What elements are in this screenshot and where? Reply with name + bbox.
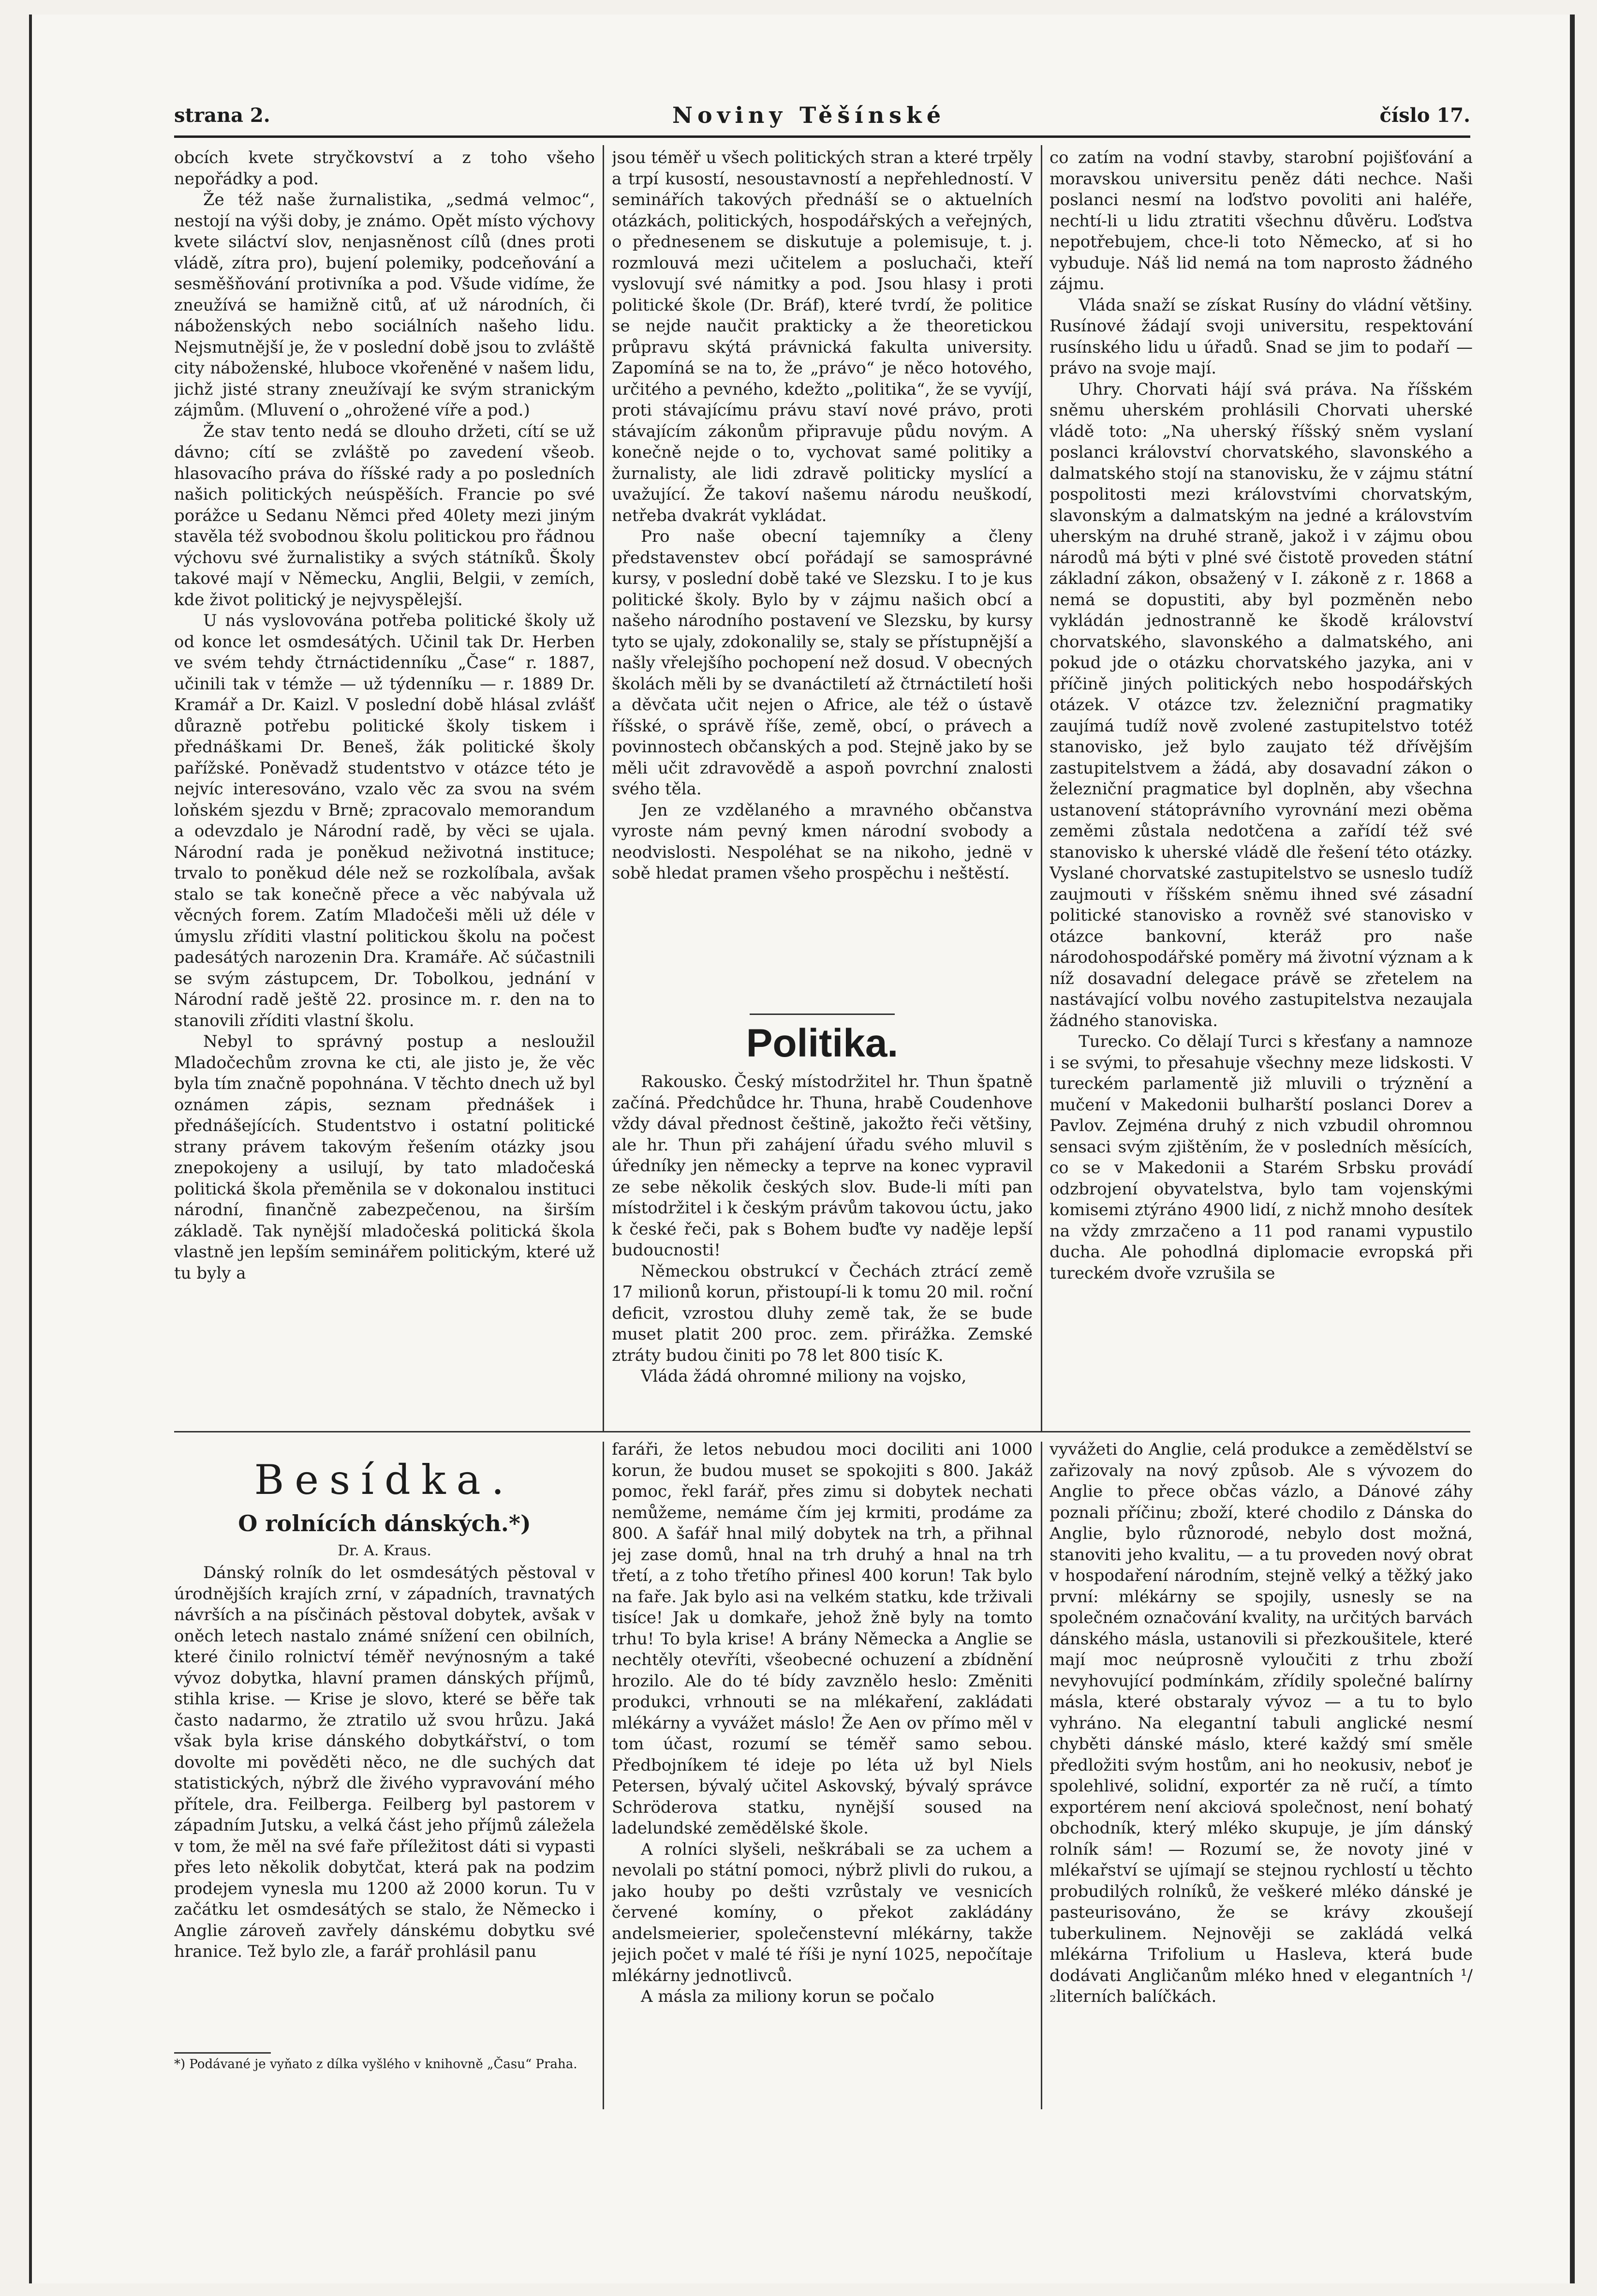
paragraph: Vláda žádá ohromné miliony na vojsko, xyxy=(641,1367,967,1386)
paragraph: Jen ze vzdělaného a mravného občanstva vyroste nám pevný kmen národní svobody a neodvislosti. Nespoléhat se na nikoho, jednë v sobě hledat pramen všeho prospěchu i neštěstí. xyxy=(612,800,1033,883)
paragraph: Uhry. Chorvati hájí svá práva. Na říšském sněmu uherském prohlásili Chorvati uherské vládě toto: „Na uherský říšský sněm vyslaní poslanci království chorvatského, slavonského a dalmatského stojí na stanovisku, že v zájmu státní pospolitosti mezi královstvími chorvatským, slavonským a dalmatským na jedné a královstvím uherským na druhé straně, jakož i v zájmu obou národů má býti v plné své čistotě proveden státní základní zákon, obsažený v I. zákoně z r. 1868 a nemá se dopustiti, aby byl pozměněn nebo vykládán jednostranně ke škodě království chorvatského, slavonského a dalmatského, ani pokud jde o otázku chorvatského jazyka, ani v příčině jiných politických nebo hospodářských otázek. V otázce tzv. železniční pragmatiky zaujímá tudíž nově zvolené zastupitelstvo totéž stanovisko, jež bylo zaujato též dřívějším zastupitelstvem a žádá, aby dosavadní zákon o železniční pragmatice byl doplněn, aby všechna ustanovení státoprávního vyrovnání mezi oběma zeměmi zůstala nedotčena a zařídí též své stanovisko k uherské vládě dle řešení této otázky. Vyslané chorvatské zastupitelstvo se usneslo tudíž zaujmouti v říšském sněmu ihned své zásadní politické stanovisko a rovněž své stanovisko v otázce bankovní, kteráž pro naše národohospodářské poměry má životní význam a k níž dosavadní delegace právě se zřetelem na nastávající volbu nového zastupitelstva nezaujala žádného stanoviska. xyxy=(1050,379,1473,1030)
column-divider xyxy=(1041,1442,1042,2109)
paragraph: Rakousko. Český místodržitel hr. Thun špatně začíná. Předchůdce hr. Thuna, hrabě Coudenhove vždy dával přednost češtině, jakožto řeči většiny, ale hr. Thun při zahájení úřadu svého mluvil s úředníky jen německy a teprve na konec vypravil ze sebe několik českých slov. Bude-li míti pan místodržitel i k českým právům takovou úctu, jako k české řeči, pak s Bohem buďte vy naděje lepší budoucnosti! xyxy=(612,1072,1033,1260)
paragraph: A rolníci slyšeli, neškrábali se za uchem a nevolali po státní pomoci, nýbrž plivli do rukou, a jako houby po dešti vzrůstaly ve vesnicích červené komíny, o překot zakládány andelsmeierier, společenstevní mlékárny, takže jejich počet v malé té říši je nyní 1025, nepočítaje mlékárny jednotlivců. xyxy=(612,1839,1033,1985)
besidka-column-3 xyxy=(1050,1439,1473,2054)
issue-number: číslo 17. xyxy=(1379,104,1470,127)
paragraph: Turecko. Co dělají Turci s křesťany a namnoze i se svými, to přesahuje všechny meze lidskosti. V tureckém parlamentě již mluvili o trýznění a mučení v Makedonii bulharští poslanci Dorev a Pavlov. Zejména druhý z nich vzbudil ohromnou sensaci svým zjištěním, že v posledních měsících, co se v Makedonii a Starém Srbsku provádí odzbrojení obyvatelstva, bylo tam vojenskými komisemi ztýráno 4900 lidí, z nichž mnoho desítek na vždy zmrzačeno a 11 pod ranami vypustilo ducha. Ale pohodlná diplomacie evropská při tureckém dvoře vzrušila se xyxy=(1050,1032,1473,1283)
article-column-3 xyxy=(1050,148,1473,1425)
page-header xyxy=(174,104,1470,133)
paragraph: Pro naše obecní tajemníky a členy představenstev obcí pořádají se samosprávné kursy, v poslední době také ve Slezsku. I to je kus politické školy. Bylo by v zájmu našich obcí a našeho národního postavení ve Slezsku, by kursy tyto se ujaly, zdokonalily se, staly se přístupnější a našly vřelejšího pochopení než dosud. V obecných školách měli by se dvanáctiletí až čtrnáctiletí hoši a děvčata učit nejen o Africe, ale též o ústavě říšské, o správě říše, země, obcí, o právech a povinnostech občanských a pod. Stejně jako by se měli učit zdravovědě a aspoň povrchní znalosti svého těla. xyxy=(612,527,1033,799)
paragraph: co zatím na vodní stavby, starobní pojišťování a moravskou universitu peněz dáti nechce. Naši poslanci nesmí na loďstvo povoliti ani haléře, nechtí-li u lidu ztratiti všechnu důvěru. Loďstva nepotřebujem, chce-li toto Německo, ať si ho vybuduje. Náš lid nemá na tom naprosto žádného zájmu. xyxy=(1050,148,1473,294)
politika-column xyxy=(612,1072,1033,1430)
section-rule xyxy=(174,1431,1470,1432)
paragraph: Německou obstrukcí v Čechách ztrácí země 17 milionů korun, přistoupí-li k tomu 20 mil. roční deficit, vzrostou dluhy země tak, že se bude muset platit 200 proc. zem. přirážka. Zemské ztráty budou činiti po 78 let 800 tisíc K. xyxy=(612,1261,1033,1365)
column-divider xyxy=(1041,145,1042,1432)
paragraph: Vláda snaží se získat Rusíny do vládní většiny. Rusínové žádají svoji universitu, respektování rusínského lidu u úřadů. Snad se jim to podaří — právo na svoje mají. xyxy=(1050,295,1473,378)
page-number: strana 2. xyxy=(174,104,270,127)
footnote-rule xyxy=(174,2052,271,2054)
article-column-2 xyxy=(612,148,1033,1009)
header-rule xyxy=(174,135,1470,138)
besidka-column-2 xyxy=(612,1439,1033,2054)
section-heading-besidka: Besídka. xyxy=(254,1456,515,1504)
paragraph: vyvážeti do Anglie, celá produkce a zemědělství se zařizovaly na nový způsob. Ale s vývozem do Anglie to přece občas vázlo, a Dánové záhy poznali příčinu; zboží, které chodilo z Dánska do Anglie, bylo různorodé, nebylo dost možná, stanoviti jeho kvalitu, — a tu proveden nový obrat v hospodaření národním, stejně velký a těžký jako první: mlékárny se spojily, usnesly se na společném označování kvality, na určitých barvách dánského másla, ustanovili si přezkoušitele, které mají moc neúprosně vyloučiti z trhu zboží nevyhovující podmínkám, zřídily společné balírny másla, které obstaraly vývoz — a tu to bylo vyhráno. Na elegantní tabuli anglické nesmí chyběti dánské máslo, které každý smí směle předložiti svým hostům, ani ho neokusiv, neboť je spolehlivé, solidní, exportér za ně ručí, a tímto exportérem není akciová společnost, není bohatý obchodník, který mléko skupuje, je jím dánský rolník sám! — Rozumí se, že novoty jiné v mlékařství se ujímají se stejnou rychlostí u těchto probudilých rolníků, že veškeré mléko dánské je pasteurisováno, že se krávy zkoušejí tuberkulinem. Nejnověji se zakládá velká mlékárna Trifolium u Hasleva, která bude dodávati Angličanům mléko hned v elegantních ¹/₂literních balíčkách. xyxy=(1050,1440,1473,2006)
footnote: *) Podávané je vyňato z dílka vyšlého v knihovně „Času“ Praha. xyxy=(174,2057,577,2072)
paragraph: faráři, že letos nebudou moci dociliti ani 1000 korun, že budou muset se spokojiti s 800. Jakáž pomoc, řekl farář, přes zimu si dobytek nechati nemůžeme, nemáme čím jej krmiti, prodáme za 800. A šafář hnal milý dobytek na trh, a přihnal jej zase domů, hnal na trh druhý a hnal na trh třetí, a z toho třetího přinesl 400 korun! Tak bylo na faře. Jak bylo asi na velkém statku, kde trživali tisíce! Jak u domkaře, jehož žně byly na tomto trhu! To byla krise! A brány Německa a Anglie se nechtěly otevříti, všeobecné ochuzení a zbídnění hrozilo. Ale do té bídy zavznělo heslo: Změniti produkci, vrhnouti se na mlékaření, zakládati mlékárny a vyvážet máslo! Že Aen ov přímo měl v tom účast, rozumí se téměř samo sebou. Předbojníkem té ideje po léta už byl Niels Petersen, bývalý učitel Askovský, bývalý správce Schröderova statku, nynější soused na ladelundské zemědělské škole. xyxy=(612,1440,1033,1838)
politika-rule xyxy=(750,1014,895,1015)
feuilleton-title: O rolnících dánských.*) xyxy=(238,1510,531,1536)
article-column-1 xyxy=(174,148,595,1425)
column-divider xyxy=(603,145,604,1432)
paragraph: A másla za miliony korun se počalo xyxy=(641,1987,934,2006)
paragraph: Dánský rolník do let osmdesátých pěstoval v úrodnějších krajích zrní, v západních, travnatých návrších a na písčinách pěstoval dobytek, avšak v oněch letech nastalo známé snížení cen obilních, které činilo rolnictví téměř nevýnosným a také vývoz dobytka, hlavní pramen dánských příjmů, stihla krise. — Krise je slovo, které se běře tak často nadarmo, že ztratilo už svou hrůzu. Jaká však byla krise dánského dobytkářství, o tom dovolte mi pověděti něco, ne dle suchých dat statistických, nýbrž dle živého vypravování mého přítele, dra. Feilberga. Feilberg byl pastorem v západním Jutsku, a velká část jeho příjmů záležela v tom, že měl na své faře příležitost dáti si vypasti přes leto několik dobytčat, která pak na podzim prodejem vynesla mu 1200 až 2000 korun. Tu v začátku let osmdesátých se stalo, že Německo i Anglie zároveň zavřely dánskému dobytku své hranice. Tež bylo zle, a farář prohlásil panu xyxy=(174,1563,595,1961)
paragraph: Nebyl to správný postup a nesloužil Mladočechům zrovna ke cti, ale jisto je, že věc byla tím značně popohnána. V těchto dnech už byl oznámen zápis, seznam přednášek i přednášejících. Studentstvo i ostatní politické strany právem takovým řešením otázky jsou znepokojeny a usilují, by tato mladočeská politická škola přeměnila se v dokonalou instituci národní, finančně zabezpečenou, na širším základě. Tak nynější mladočeská politická škola vlastně jen lepším seminářem politickým, které už tu byly a xyxy=(174,1032,595,1283)
besidka-column-1 xyxy=(174,1563,595,2051)
paragraph: Že stav tento nedá se dlouho držeti, cítí se už dávno; cítí se zvláště po zavedení všeob. hlasovacího práva do říšské rady a po posledních našich politických neúspěších. Francie po své porážce u Sedanu Němci před 40lety mezi jiným stavěla též svobodnou školu politickou pro řádnou výchovu své žurnalistiky a svých státníků. Školy takové mají v Německu, Anglii, Belgii, v zemích, kde život politický je nejvyspělejší. xyxy=(174,421,595,610)
newspaper-title: Noviny Těšínské xyxy=(672,102,946,128)
feuilleton-author: Dr. A. Kraus. xyxy=(338,1542,431,1559)
section-heading-politika: Politika. xyxy=(746,1021,899,1065)
paragraph: jsou téměř u všech politických stran a které trpěly a trpí kusostí, nesoustavností a nepřehledností. V seminářích takových přednáší se o aktuelních otázkách, politických, hospodářských a veřejných, o přednesenem se diskutuje a polemisuje, t. j. rozmlouvá mezi učitelem a posluchači, kteří vyslovují své námitky a pod. Jsou hlasy i proti politické škole (Dr. Bráf), které tvrdí, že politice se nejde naučit prakticky a že theoretickou průpravu skýtá právnická fakulta university. Zapomíná se na to, že „právo“ je něco hotového, určitého a pevného, kdežto „politika“, že se vyvíjí, proti stávajícímu právu staví nové právo, proti stávajícím zákonům připravuje půdu novým. A konečně nejde o to, vychovat samé politiky a žurnalisty, ale lidi zdravě politicky myslící a uvažující. Že takoví našemu národu neuškodí, netřeba dvakrát vykládat. xyxy=(612,148,1033,525)
column-divider xyxy=(603,1442,604,2109)
paragraph: U nás vyslovována potřeba politické školy už od konce let osmdesátých. Učinil tak Dr. Herben ve svém tehdy čtrnáctidenníku „Čase“ r. 1887, učinili tak v témže — už týdenníku — r. 1889 Dr. Kramář a Dr. Kaizl. V poslední době hlásal zvlášť důrazně potřebu politické školy tiskem i přednáškami Dr. Beneš, žák politické školy pařížské. Poněvadž studentstvo v otázce této je nejvíc interesováno, vzalo věc za svou na svém loňském sjezdu v Brně; zpracovalo memorandum a odevzdalo je Národní radě, by věci se ujala. Národní rada je poněkud neživotná instituce; trvalo to poněkud déle než se rozkolíbala, avšak stalo se tak konečně přece a věc nabývala už věcných forem. Zatím Mladočeši měli už déle v úmyslu zříditi vlastní politickou školu na počest padesátých narozenin Dra. Kramáře. Ač súčastnili se svým zástupcem, Dr. Tobolkou, jednání v Národní radě ještě 22. prosince m. r. den na to stanovili zříditi vlastní školu. xyxy=(174,611,595,1030)
paragraph: obcích kvete stryčkovství a z toho všeho nepořádky a pod. xyxy=(174,148,595,189)
paragraph: Že též naše žurnalistika, „sedmá velmoc“, nestojí na výši doby, je známo. Opět místo výchovy kvete siláctví slov, nenjasněnost cílů (dnes proti vládě, zítra pro), bujení polemiky, podceňování a sesměšňování protivníka a pod. Všude vidíme, že zneužívá se hamižně citů, ať už národních, či náboženských nebo sociálních našeho lidu. Nejsmutnější je, že v poslední době jsou to zvláště city náboženské, hluboce vkořeněné v našem lidu, jichž jisté strany zneužívají ke svým stranickým zájmům. (Mluvení o „ohrožené víře a pod.) xyxy=(174,190,595,420)
